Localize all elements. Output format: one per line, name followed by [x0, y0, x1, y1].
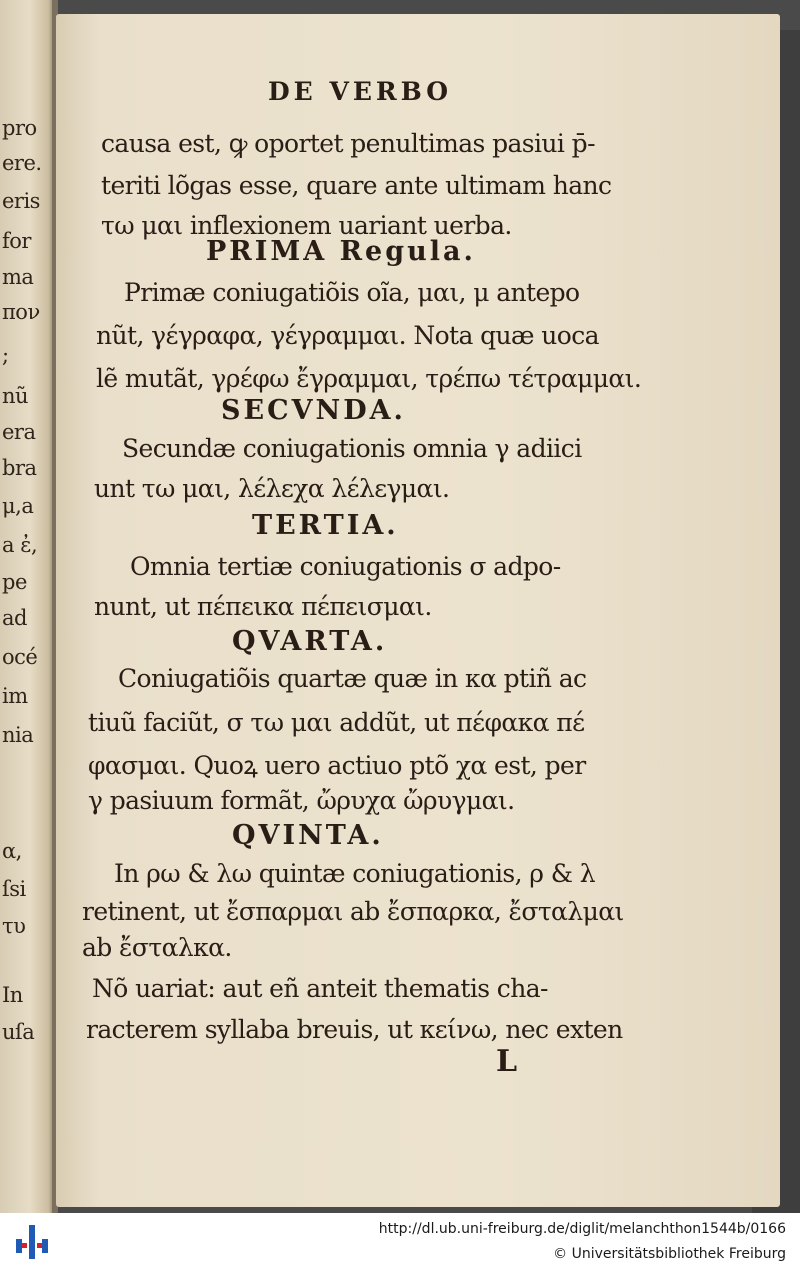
left-margin-text: a ἐ, [2, 533, 38, 557]
copyright-text: © Universitätsbibliothek Freiburg [553, 1246, 786, 1262]
running-header: DE VERBO [268, 77, 453, 106]
footer-bar [0, 1213, 800, 1271]
text-line: teriti lõgas esse, quare ante ultimam hanc [101, 171, 612, 200]
text-line: unt τω μαι, λέλεχα λέλεγμαι. [94, 474, 450, 503]
left-margin-text: nũ [2, 384, 29, 408]
text-line: Primæ coniugatiõis oĩa, μαι, μ antepo [124, 278, 580, 307]
left-margin-text: ere. [2, 151, 42, 175]
text-line: φασμαι. Quoꝝ uero actiuo ptõ χα est, per [88, 751, 586, 780]
text-line: nũt, γέγραφα, γέγραμμαι. Nota quæ uoca [96, 321, 599, 350]
left-margin-text: α, [2, 839, 22, 863]
left-margin-text: uſa [2, 1020, 35, 1044]
text-line: causa est, ꝙ oportet penultimas pasiui p̄- [101, 129, 595, 158]
library-logo-icon [12, 1221, 52, 1263]
left-margin-text: ; [2, 343, 9, 367]
text-line: racterem syllaba breuis, ut κείνω, nec exten [86, 1015, 623, 1044]
section-heading: TERTIA. [252, 510, 399, 541]
left-margin-text: im [2, 684, 28, 708]
left-margin-text: océ [2, 645, 38, 669]
left-margin-text: for [2, 229, 31, 253]
left-page-edge [0, 0, 54, 1213]
left-margin-text: pro [2, 116, 37, 140]
text-line: τω μαι inflexionem uariant uerba. [101, 211, 512, 240]
left-margin-text: eris [2, 189, 40, 213]
signature-mark: L [496, 1044, 518, 1079]
text-line: retinent, ut ἔσπαρμαι ab ἔσπαρκα, ἔσταλμαι [82, 897, 624, 926]
text-line: Coniugatiõis quartæ quæ in κα ptiñ ac [118, 664, 587, 693]
text-line: lẽ mutãt, γρέφω ἔγραμμαι, τρέπω τέτραμμαι. [96, 364, 642, 393]
book-page [56, 14, 780, 1207]
left-margin-text: bra [2, 456, 37, 480]
left-margin-text: μ,a [2, 494, 34, 518]
left-margin-text: τυ [2, 914, 26, 938]
left-margin-text: pe [2, 570, 27, 594]
left-margin-text: era [2, 420, 36, 444]
left-margin-text: In [2, 983, 23, 1007]
text-line: In ρω & λω quintæ coniugationis, ρ & λ [114, 859, 595, 888]
section-heading: PRIMA Regula. [206, 236, 476, 267]
section-heading: QVARTA. [232, 626, 388, 657]
text-line: Secundæ coniugationis omnia γ adiici [122, 434, 582, 463]
source-url-link[interactable]: http://dl.ub.uni-freiburg.de/diglit/melanchthon1544b/0166 [378, 1221, 786, 1237]
text-line: Nõ uariat: aut eñ anteit thematis cha- [92, 974, 548, 1003]
left-margin-text: ma [2, 265, 34, 289]
left-margin-text: πον [2, 300, 40, 324]
text-line: tiuũ faciũt, σ τω μαι addũt, ut πέφακα πέ [88, 708, 585, 737]
left-margin-text: ad [2, 606, 27, 630]
text-line: nunt, ut πέπεικα πέπεισμαι. [94, 592, 432, 621]
text-line: γ pasiuum formãt, ὤρυχα ὤρυγμαι. [88, 786, 515, 815]
section-heading: QVINTA. [232, 820, 384, 851]
text-line: Omnia tertiæ coniugationis σ adpo- [130, 552, 561, 581]
left-margin-text: ſsi [2, 877, 26, 901]
text-line: ab ἔσταλκα. [82, 933, 232, 962]
left-margin-text: nia [2, 723, 34, 747]
section-heading: SECVNDA. [221, 395, 406, 426]
